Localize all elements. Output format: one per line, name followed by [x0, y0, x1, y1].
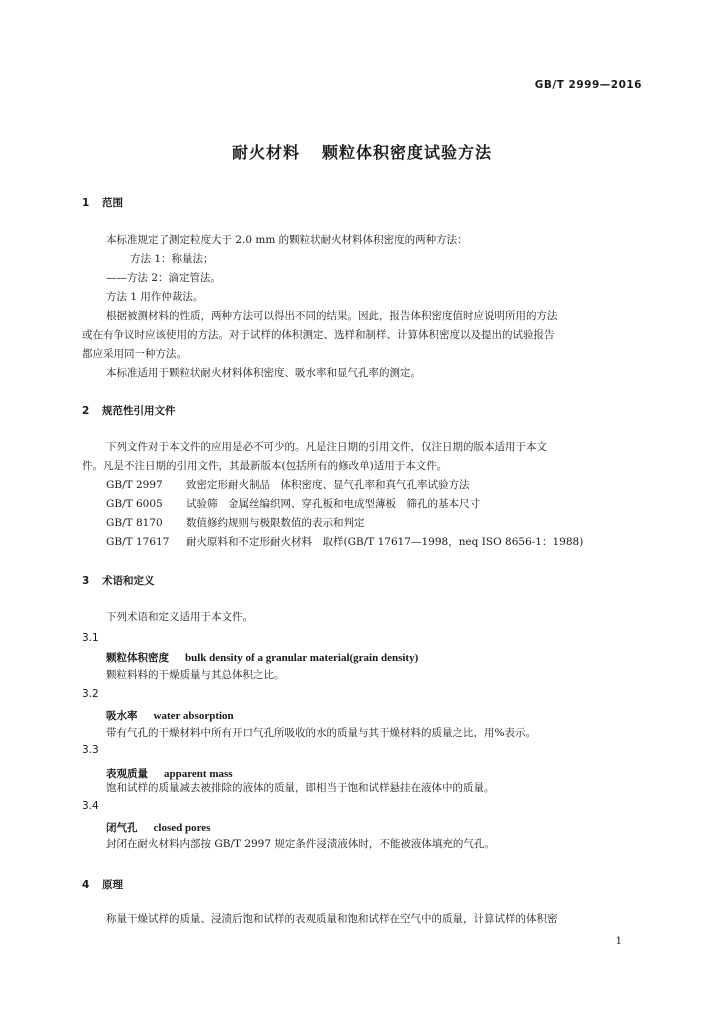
paragraph-continuation: 或在有争议时应该使用的方法。对于试样的体积测定、选样和制样、计算体积密度以及提出的试验报告 — [82, 329, 555, 341]
reference-code: GB/T 17617 — [106, 536, 170, 548]
reference-item — [106, 476, 470, 495]
section-number: 2 — [82, 405, 90, 417]
list-item: ——方法 2：滴定管法。 — [106, 272, 222, 284]
section-number: 4 — [82, 879, 90, 891]
paragraph-continuation: 件。凡是不注日期的引用文件，其最新版本(包括所有的修改单)适用于本文件。 — [82, 460, 448, 472]
term-number: 3.1 — [82, 632, 99, 644]
section-3-heading — [82, 573, 155, 588]
term-english: apparent mass — [164, 768, 233, 780]
reference-title: 数值修约规则与极限数值的表示和判定 — [186, 517, 365, 529]
document-title — [0, 140, 724, 163]
reference-title: 耐火原料和不定形耐火材料 取样(GB/T 17617—1998，neq ISO 8656-1：1988) — [186, 536, 584, 548]
term-definition: 饱和试样的质量减去被排除的液体的质量，即相当于饱和试样悬挂在液体中的质量。 — [106, 782, 495, 794]
reference-item — [106, 533, 583, 552]
section-2-heading — [82, 403, 176, 418]
paragraph: 根据被测材料的性质，两种方法可以得出不同的结果。因此，报告体积密度值时应说明所用的方法 — [106, 310, 558, 322]
paragraph: 下列术语和定义适用于本文件。 — [106, 611, 253, 623]
term-english: water absorption — [153, 710, 234, 722]
title-part-2: 颗粒体积密度试验方法 — [322, 143, 493, 162]
paragraph: 称量干燥试样的质量、浸渍后饱和试样的表观质量和饱和试样在空气中的质量，计算试样的体积密 — [106, 913, 558, 925]
term-number: 3.4 — [82, 800, 99, 812]
section-title: 原理 — [102, 879, 123, 891]
term-chinese: 颗粒体积密度 — [106, 652, 169, 664]
reference-item — [106, 495, 480, 514]
term-number: 3.3 — [82, 744, 99, 756]
section-title: 规范性引用文件 — [102, 405, 176, 417]
term-chinese: 表观质量 — [106, 768, 148, 780]
section-number: 1 — [82, 197, 90, 209]
term-english: closed pores — [153, 822, 211, 834]
reference-title: 试验筛 金属丝编织网、穿孔板和电成型薄板 筛孔的基本尺寸 — [186, 498, 480, 510]
term-definition: 颗粒料料的干燥质量与其总体积之比。 — [106, 669, 285, 681]
paragraph-continuation: 都应采用同一种方法。 — [82, 348, 187, 360]
paragraph: 方法 1 用作仲裁法。 — [106, 291, 204, 303]
reference-code: GB/T 8170 — [106, 517, 163, 529]
section-title: 范围 — [102, 197, 123, 209]
section-1-heading — [82, 195, 123, 210]
term-english: bulk density of a granular material(grain density) — [185, 652, 419, 664]
title-part-1: 耐火材料 — [231, 143, 300, 162]
document-code: GB/T 2999—2016 — [534, 79, 642, 91]
term-entry — [106, 820, 210, 835]
term-entry — [106, 708, 234, 723]
term-number: 3.2 — [82, 688, 99, 700]
term-entry — [106, 650, 418, 665]
list-item: 方法 1：称量法； — [130, 253, 214, 265]
section-title: 术语和定义 — [102, 575, 155, 587]
reference-code: GB/T 6005 — [106, 498, 163, 510]
reference-code: GB/T 2997 — [106, 479, 163, 491]
paragraph: 本标准规定了测定粒度大于 2.0 mm 的颗粒状耐火材料体积密度的两种方法： — [106, 234, 468, 246]
reference-item — [106, 514, 365, 533]
paragraph: 下列文件对于本文件的应用是必不可少的。凡是注日期的引用文件，仅注日期的版本适用于本文 — [106, 441, 547, 453]
paragraph: 本标准适用于颗粒状耐火材料体积密度、吸水率和显气孔率的测定。 — [106, 367, 421, 379]
term-definition: 带有气孔的干燥材料中所有开口气孔所吸收的水的质量与其干燥材料的质量之比，用%表示。 — [106, 727, 536, 739]
term-chinese: 闭气孔 — [106, 822, 138, 834]
page-number: 1 — [615, 936, 622, 947]
term-chinese: 吸水率 — [106, 710, 138, 722]
term-definition: 封闭在耐火材料内部按 GB/T 2997 规定条件浸渍液体时，不能被液体填充的气孔。 — [106, 838, 495, 850]
section-number: 3 — [82, 575, 90, 587]
reference-title: 致密定形耐火制品 体积密度、显气孔率和真气孔率试验方法 — [186, 479, 470, 491]
section-4-heading — [82, 877, 123, 892]
